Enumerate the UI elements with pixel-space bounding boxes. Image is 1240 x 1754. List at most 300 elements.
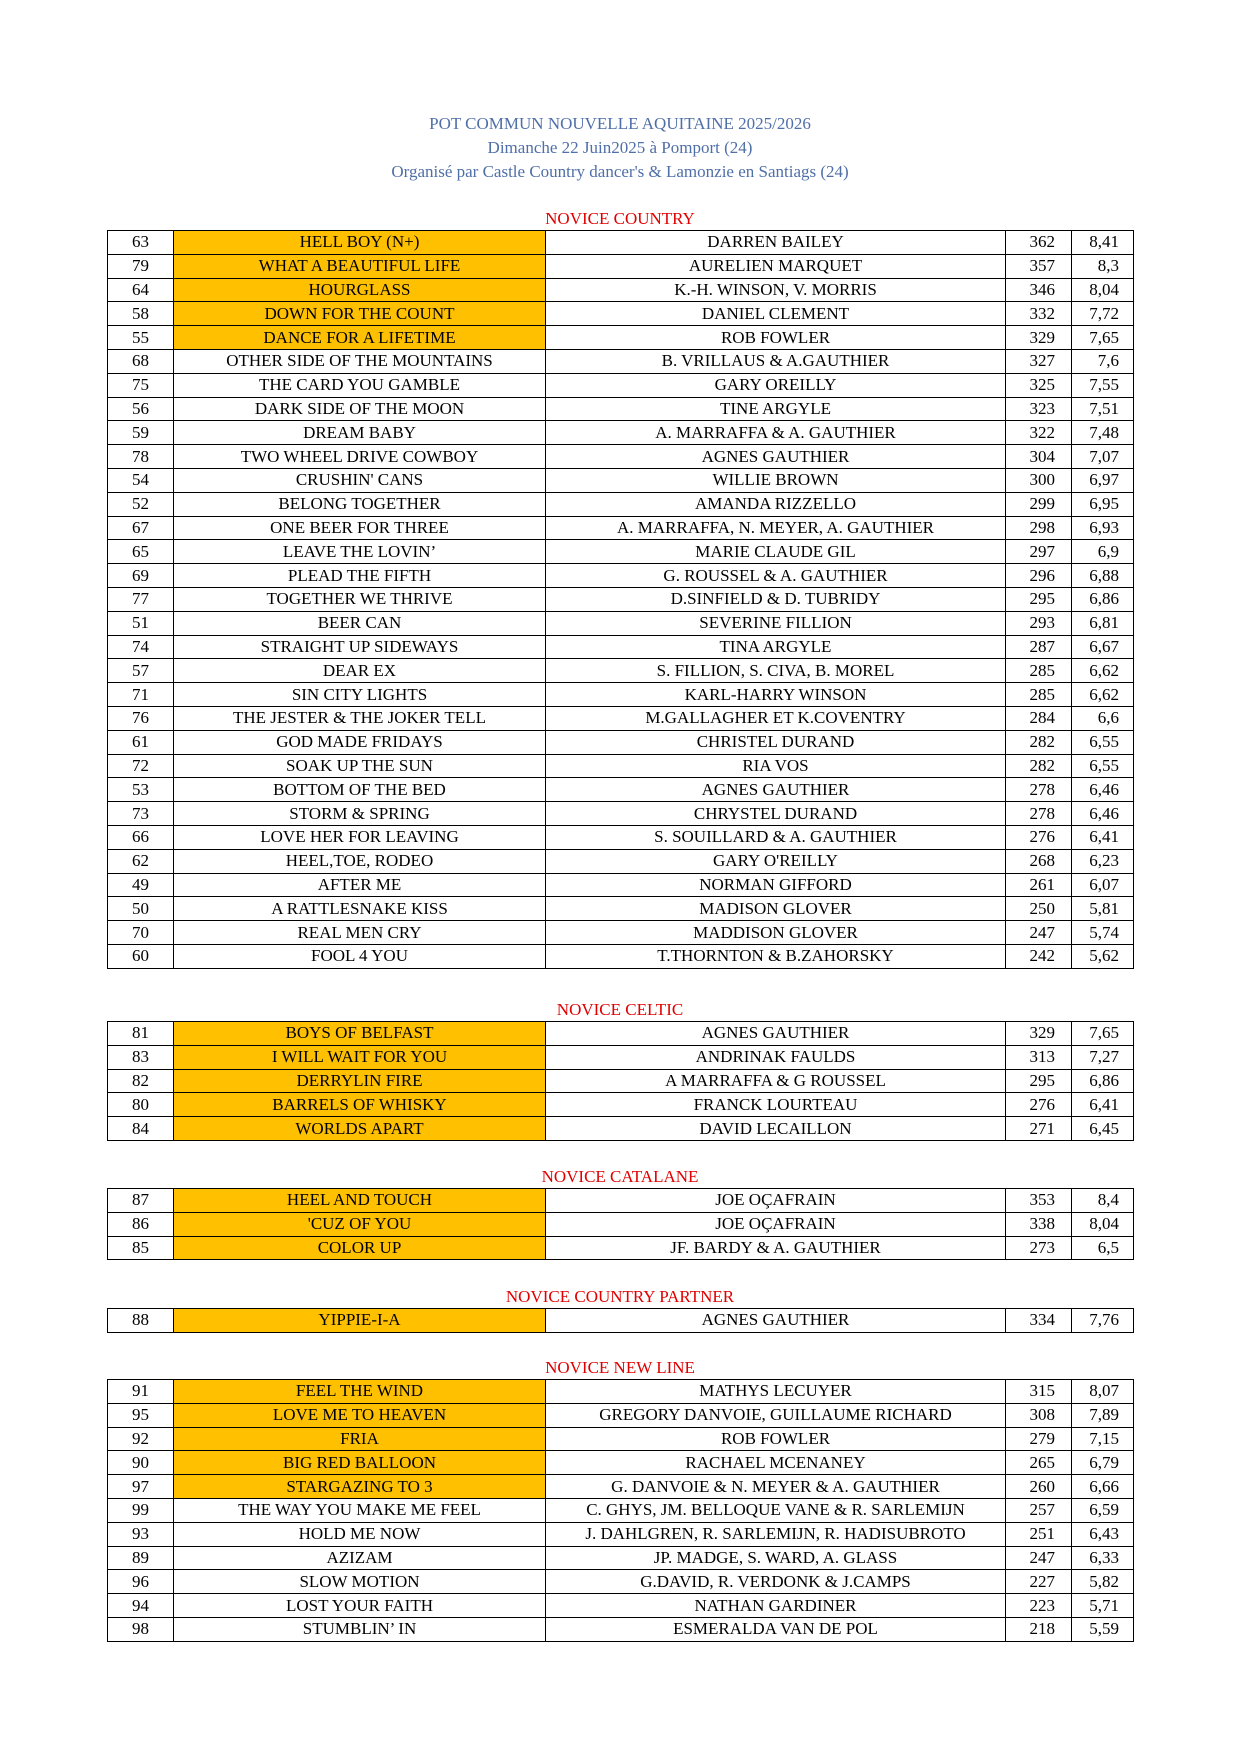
average-cell: 6,86: [1072, 587, 1134, 611]
dance-name-cell: HOLD ME NOW: [174, 1522, 546, 1546]
dance-name-cell: REAL MEN CRY: [174, 921, 546, 945]
choreographer-cell: MADDISON GLOVER: [546, 921, 1006, 945]
table-row: [108, 564, 1134, 588]
average-cell: 6,86: [1072, 1069, 1134, 1093]
dance-table: [107, 230, 1134, 969]
table-row: [108, 1045, 1134, 1069]
average-cell: 6,46: [1072, 778, 1134, 802]
choreographer-cell: AURELIEN MARQUET: [546, 254, 1006, 278]
dance-table: [107, 1379, 1134, 1642]
header-title: POT COMMUN NOUVELLE AQUITAINE 2025/2026: [429, 114, 811, 133]
choreographer-cell: T.THORNTON & B.ZAHORSKY: [546, 944, 1006, 968]
average-cell: 5,71: [1072, 1594, 1134, 1618]
dance-number-cell: 51: [108, 611, 174, 635]
score-cell: 260: [1006, 1475, 1072, 1499]
average-cell: 7,15: [1072, 1427, 1134, 1451]
table-row: [108, 373, 1134, 397]
choreographer-cell: JF. BARDY & A. GAUTHIER: [546, 1236, 1006, 1260]
average-cell: 6,5: [1072, 1236, 1134, 1260]
table-row: [108, 326, 1134, 350]
dance-number-cell: 57: [108, 659, 174, 683]
table-row: [108, 635, 1134, 659]
table-row: [108, 1022, 1134, 1046]
average-cell: 7,65: [1072, 1022, 1134, 1046]
choreographer-cell: KARL-HARRY WINSON: [546, 683, 1006, 707]
dance-number-cell: 75: [108, 373, 174, 397]
dance-name-cell: AZIZAM: [174, 1546, 546, 1570]
average-cell: 6,07: [1072, 873, 1134, 897]
average-cell: 7,89: [1072, 1403, 1134, 1427]
table-row: [108, 540, 1134, 564]
dance-number-cell: 85: [108, 1236, 174, 1260]
dance-name-cell: BARRELS OF WHISKY: [174, 1093, 546, 1117]
score-cell: 265: [1006, 1451, 1072, 1475]
choreographer-cell: GARY OREILLY: [546, 373, 1006, 397]
dance-number-cell: 63: [108, 231, 174, 255]
choreographer-cell: CHRYSTEL DURAND: [546, 802, 1006, 826]
average-cell: 7,51: [1072, 397, 1134, 421]
choreographer-cell: NATHAN GARDINER: [546, 1594, 1006, 1618]
table-row: [108, 468, 1134, 492]
score-cell: 315: [1006, 1380, 1072, 1404]
choreographer-cell: A. MARRAFFA & A. GAUTHIER: [546, 421, 1006, 445]
table-row: [108, 1117, 1134, 1141]
dance-name-cell: PLEAD THE FIFTH: [174, 564, 546, 588]
score-cell: 327: [1006, 349, 1072, 373]
average-cell: 6,23: [1072, 849, 1134, 873]
table-row: [108, 1427, 1134, 1451]
score-cell: 357: [1006, 254, 1072, 278]
dance-name-cell: FEEL THE WIND: [174, 1380, 546, 1404]
average-cell: 7,27: [1072, 1045, 1134, 1069]
dance-number-cell: 99: [108, 1498, 174, 1522]
dance-name-cell: STORM & SPRING: [174, 802, 546, 826]
score-cell: 295: [1006, 1069, 1072, 1093]
dance-name-cell: THE CARD YOU GAMBLE: [174, 373, 546, 397]
choreographer-cell: CHRISTEL DURAND: [546, 730, 1006, 754]
table-row: [108, 1498, 1134, 1522]
dance-name-cell: STRAIGHT UP SIDEWAYS: [174, 635, 546, 659]
score-cell: 323: [1006, 397, 1072, 421]
dance-number-cell: 91: [108, 1380, 174, 1404]
score-cell: 299: [1006, 492, 1072, 516]
choreographer-cell: AGNES GAUTHIER: [546, 1309, 1006, 1333]
choreographer-cell: AGNES GAUTHIER: [546, 445, 1006, 469]
choreographer-cell: S. SOUILLARD & A. GAUTHIER: [546, 825, 1006, 849]
dance-name-cell: LEAVE THE LOVIN’: [174, 540, 546, 564]
average-cell: 6,43: [1072, 1522, 1134, 1546]
dance-table: [107, 1308, 1134, 1333]
average-cell: 6,41: [1072, 1093, 1134, 1117]
dance-name-cell: DOWN FOR THE COUNT: [174, 302, 546, 326]
table-row: [108, 873, 1134, 897]
dance-number-cell: 64: [108, 278, 174, 302]
table-row: [108, 1617, 1134, 1641]
table-row: [108, 611, 1134, 635]
average-cell: 6,33: [1072, 1546, 1134, 1570]
score-cell: 251: [1006, 1522, 1072, 1546]
average-cell: 6,45: [1072, 1117, 1134, 1141]
average-cell: 7,48: [1072, 421, 1134, 445]
score-cell: 329: [1006, 1022, 1072, 1046]
table-row: [108, 1522, 1134, 1546]
score-cell: 242: [1006, 944, 1072, 968]
dance-number-cell: 94: [108, 1594, 174, 1618]
average-cell: 6,62: [1072, 659, 1134, 683]
dance-number-cell: 53: [108, 778, 174, 802]
dance-number-cell: 72: [108, 754, 174, 778]
average-cell: 7,72: [1072, 302, 1134, 326]
dance-name-cell: OTHER SIDE OF THE MOUNTAINS: [174, 349, 546, 373]
choreographer-cell: M.GALLAGHER ET K.COVENTRY: [546, 706, 1006, 730]
score-cell: 308: [1006, 1403, 1072, 1427]
average-cell: 6,97: [1072, 468, 1134, 492]
dance-name-cell: 'CUZ OF YOU: [174, 1212, 546, 1236]
dance-name-cell: BEER CAN: [174, 611, 546, 635]
average-cell: 6,95: [1072, 492, 1134, 516]
choreographer-cell: SEVERINE FILLION: [546, 611, 1006, 635]
table-row: [108, 254, 1134, 278]
section-novice-catalane: [107, 1166, 1133, 1260]
dance-name-cell: LOVE HER FOR LEAVING: [174, 825, 546, 849]
dance-name-cell: COLOR UP: [174, 1236, 546, 1260]
score-cell: 334: [1006, 1309, 1072, 1333]
table-row: [108, 349, 1134, 373]
table-row: [108, 1594, 1134, 1618]
score-cell: 284: [1006, 706, 1072, 730]
score-cell: 285: [1006, 659, 1072, 683]
dance-name-cell: BOYS OF BELFAST: [174, 1022, 546, 1046]
score-cell: 300: [1006, 468, 1072, 492]
dance-number-cell: 86: [108, 1212, 174, 1236]
dance-name-cell: DARK SIDE OF THE MOON: [174, 397, 546, 421]
average-cell: 8,04: [1072, 1212, 1134, 1236]
dance-name-cell: LOVE ME TO HEAVEN: [174, 1403, 546, 1427]
average-cell: 6,79: [1072, 1451, 1134, 1475]
table-row: [108, 802, 1134, 826]
average-cell: 5,82: [1072, 1570, 1134, 1594]
table-row: [108, 944, 1134, 968]
dance-name-cell: HOURGLASS: [174, 278, 546, 302]
average-cell: 7,07: [1072, 445, 1134, 469]
average-cell: 5,81: [1072, 897, 1134, 921]
choreographer-cell: ROB FOWLER: [546, 326, 1006, 350]
dance-number-cell: 89: [108, 1546, 174, 1570]
score-cell: 257: [1006, 1498, 1072, 1522]
dance-number-cell: 97: [108, 1475, 174, 1499]
score-cell: 247: [1006, 1546, 1072, 1570]
dance-number-cell: 83: [108, 1045, 174, 1069]
score-cell: 223: [1006, 1594, 1072, 1618]
table-row: [108, 278, 1134, 302]
dance-name-cell: FRIA: [174, 1427, 546, 1451]
dance-number-cell: 52: [108, 492, 174, 516]
choreographer-cell: S. FILLION, S. CIVA, B. MOREL: [546, 659, 1006, 683]
dance-name-cell: I WILL WAIT FOR YOU: [174, 1045, 546, 1069]
dance-number-cell: 78: [108, 445, 174, 469]
dance-name-cell: AFTER ME: [174, 873, 546, 897]
average-cell: 6,41: [1072, 825, 1134, 849]
dance-number-cell: 50: [108, 897, 174, 921]
choreographer-cell: B. VRILLAUS & A.GAUTHIER: [546, 349, 1006, 373]
table-row: [108, 397, 1134, 421]
table-row: [108, 897, 1134, 921]
average-cell: 6,66: [1072, 1475, 1134, 1499]
table-row: [108, 1380, 1134, 1404]
dance-number-cell: 58: [108, 302, 174, 326]
dance-number-cell: 82: [108, 1069, 174, 1093]
average-cell: 5,62: [1072, 944, 1134, 968]
score-cell: 298: [1006, 516, 1072, 540]
dance-number-cell: 59: [108, 421, 174, 445]
table-row: [108, 1212, 1134, 1236]
choreographer-cell: ROB FOWLER: [546, 1427, 1006, 1451]
average-cell: 8,3: [1072, 254, 1134, 278]
section-title: NOVICE COUNTRY PARTNER: [505, 1287, 735, 1306]
table-row: [108, 778, 1134, 802]
score-cell: 329: [1006, 326, 1072, 350]
choreographer-cell: D.SINFIELD & D. TUBRIDY: [546, 587, 1006, 611]
dance-number-cell: 69: [108, 564, 174, 588]
table-row: [108, 445, 1134, 469]
dance-name-cell: DREAM BABY: [174, 421, 546, 445]
average-cell: 5,74: [1072, 921, 1134, 945]
table-row: [108, 825, 1134, 849]
dance-number-cell: 70: [108, 921, 174, 945]
choreographer-cell: G. ROUSSEL & A. GAUTHIER: [546, 564, 1006, 588]
dance-name-cell: SLOW MOTION: [174, 1570, 546, 1594]
choreographer-cell: ANDRINAK FAULDS: [546, 1045, 1006, 1069]
score-cell: 346: [1006, 278, 1072, 302]
dance-name-cell: WHAT A BEAUTIFUL LIFE: [174, 254, 546, 278]
choreographer-cell: TINE ARGYLE: [546, 397, 1006, 421]
section-title: NOVICE COUNTRY: [545, 209, 695, 228]
dance-name-cell: THE JESTER & THE JOKER TELL: [174, 706, 546, 730]
choreographer-cell: AGNES GAUTHIER: [546, 778, 1006, 802]
table-row: [108, 516, 1134, 540]
table-row: [108, 1546, 1134, 1570]
dance-name-cell: HEEL AND TOUCH: [174, 1189, 546, 1213]
section-novice-country: [107, 208, 1133, 969]
score-cell: 295: [1006, 587, 1072, 611]
score-cell: 362: [1006, 231, 1072, 255]
score-cell: 278: [1006, 802, 1072, 826]
average-cell: 7,55: [1072, 373, 1134, 397]
score-cell: 338: [1006, 1212, 1072, 1236]
dance-number-cell: 95: [108, 1403, 174, 1427]
dance-name-cell: TOGETHER WE THRIVE: [174, 587, 546, 611]
dance-name-cell: CRUSHIN' CANS: [174, 468, 546, 492]
dance-number-cell: 90: [108, 1451, 174, 1475]
choreographer-cell: NORMAN GIFFORD: [546, 873, 1006, 897]
dance-name-cell: GOD MADE FRIDAYS: [174, 730, 546, 754]
dance-name-cell: THE WAY YOU MAKE ME FEEL: [174, 1498, 546, 1522]
table-row: [108, 421, 1134, 445]
dance-number-cell: 92: [108, 1427, 174, 1451]
score-cell: 282: [1006, 754, 1072, 778]
average-cell: 6,55: [1072, 730, 1134, 754]
average-cell: 8,41: [1072, 231, 1134, 255]
score-cell: 261: [1006, 873, 1072, 897]
score-cell: 304: [1006, 445, 1072, 469]
choreographer-cell: DANIEL CLEMENT: [546, 302, 1006, 326]
dance-number-cell: 61: [108, 730, 174, 754]
dance-number-cell: 88: [108, 1309, 174, 1333]
dance-number-cell: 54: [108, 468, 174, 492]
choreographer-cell: TINA ARGYLE: [546, 635, 1006, 659]
dance-number-cell: 76: [108, 706, 174, 730]
choreographer-cell: MADISON GLOVER: [546, 897, 1006, 921]
table-row: [108, 754, 1134, 778]
score-cell: 313: [1006, 1045, 1072, 1069]
dance-number-cell: 62: [108, 849, 174, 873]
choreographer-cell: J. DAHLGREN, R. SARLEMIJN, R. HADISUBROTO: [546, 1522, 1006, 1546]
dance-number-cell: 60: [108, 944, 174, 968]
table-row: [108, 730, 1134, 754]
score-cell: 218: [1006, 1617, 1072, 1641]
score-cell: 276: [1006, 1093, 1072, 1117]
score-cell: 276: [1006, 825, 1072, 849]
section-title: NOVICE NEW LINE: [545, 1358, 695, 1377]
dance-name-cell: A RATTLESNAKE KISS: [174, 897, 546, 921]
table-row: [108, 1451, 1134, 1475]
dance-name-cell: SOAK UP THE SUN: [174, 754, 546, 778]
average-cell: 7,65: [1072, 326, 1134, 350]
dance-number-cell: 93: [108, 1522, 174, 1546]
dance-name-cell: YIPPIE-I-A: [174, 1309, 546, 1333]
average-cell: 6,81: [1072, 611, 1134, 635]
score-cell: 282: [1006, 730, 1072, 754]
average-cell: 6,6: [1072, 706, 1134, 730]
dance-name-cell: DERRYLIN FIRE: [174, 1069, 546, 1093]
score-cell: 247: [1006, 921, 1072, 945]
dance-name-cell: SIN CITY LIGHTS: [174, 683, 546, 707]
score-cell: 332: [1006, 302, 1072, 326]
dance-number-cell: 49: [108, 873, 174, 897]
choreographer-cell: MATHYS LECUYER: [546, 1380, 1006, 1404]
score-cell: 271: [1006, 1117, 1072, 1141]
dance-number-cell: 56: [108, 397, 174, 421]
average-cell: 5,59: [1072, 1617, 1134, 1641]
dance-number-cell: 68: [108, 349, 174, 373]
average-cell: 6,67: [1072, 635, 1134, 659]
average-cell: 6,62: [1072, 683, 1134, 707]
choreographer-cell: FRANCK LOURTEAU: [546, 1093, 1006, 1117]
table-row: [108, 231, 1134, 255]
choreographer-cell: RACHAEL MCENANEY: [546, 1451, 1006, 1475]
dance-name-cell: STARGAZING TO 3: [174, 1475, 546, 1499]
table-row: [108, 1475, 1134, 1499]
dance-number-cell: 67: [108, 516, 174, 540]
average-cell: 6,55: [1072, 754, 1134, 778]
choreographer-cell: G.DAVID, R. VERDONK & J.CAMPS: [546, 1570, 1006, 1594]
dance-number-cell: 74: [108, 635, 174, 659]
average-cell: 8,4: [1072, 1189, 1134, 1213]
choreographer-cell: GREGORY DANVOIE, GUILLAUME RICHARD: [546, 1403, 1006, 1427]
choreographer-cell: MARIE CLAUDE GIL: [546, 540, 1006, 564]
dance-number-cell: 79: [108, 254, 174, 278]
section-novice-celtic: [107, 999, 1133, 1141]
score-cell: 227: [1006, 1570, 1072, 1594]
dance-name-cell: TWO WHEEL DRIVE COWBOY: [174, 445, 546, 469]
table-row: [108, 849, 1134, 873]
dance-number-cell: 71: [108, 683, 174, 707]
average-cell: 6,9: [1072, 540, 1134, 564]
choreographer-cell: A. MARRAFFA, N. MEYER, A. GAUTHIER: [546, 516, 1006, 540]
score-cell: 353: [1006, 1189, 1072, 1213]
dance-name-cell: BOTTOM OF THE BED: [174, 778, 546, 802]
table-row: [108, 587, 1134, 611]
dance-name-cell: STUMBLIN’ IN: [174, 1617, 546, 1641]
table-row: [108, 1093, 1134, 1117]
dance-name-cell: HELL BOY (N+): [174, 231, 546, 255]
choreographer-cell: GARY O'REILLY: [546, 849, 1006, 873]
section-novice-country-partner: [107, 1286, 1133, 1333]
score-cell: 322: [1006, 421, 1072, 445]
dance-number-cell: 66: [108, 825, 174, 849]
choreographer-cell: JOE OÇAFRAIN: [546, 1212, 1006, 1236]
dance-table: [107, 1188, 1134, 1260]
dance-number-cell: 87: [108, 1189, 174, 1213]
average-cell: 8,04: [1072, 278, 1134, 302]
table-row: [108, 1403, 1134, 1427]
choreographer-cell: C. GHYS, JM. BELLOQUE VANE & R. SARLEMIJN: [546, 1498, 1006, 1522]
score-cell: 293: [1006, 611, 1072, 635]
score-cell: 273: [1006, 1236, 1072, 1260]
dance-number-cell: 84: [108, 1117, 174, 1141]
table-row: [108, 1236, 1134, 1260]
choreographer-cell: K.-H. WINSON, V. MORRIS: [546, 278, 1006, 302]
table-row: [108, 492, 1134, 516]
dance-table: [107, 1021, 1134, 1141]
score-cell: 285: [1006, 683, 1072, 707]
average-cell: 6,59: [1072, 1498, 1134, 1522]
dance-number-cell: 98: [108, 1617, 174, 1641]
dance-name-cell: HEEL,TOE, RODEO: [174, 849, 546, 873]
average-cell: 6,93: [1072, 516, 1134, 540]
dance-number-cell: 55: [108, 326, 174, 350]
dance-number-cell: 96: [108, 1570, 174, 1594]
score-cell: 279: [1006, 1427, 1072, 1451]
score-cell: 287: [1006, 635, 1072, 659]
choreographer-cell: ESMERALDA VAN DE POL: [546, 1617, 1006, 1641]
dance-name-cell: BIG RED BALLOON: [174, 1451, 546, 1475]
table-row: [108, 659, 1134, 683]
average-cell: 6,46: [1072, 802, 1134, 826]
choreographer-cell: JP. MADGE, S. WARD, A. GLASS: [546, 1546, 1006, 1570]
header-organizers: Organisé par Castle Country dancer's & Lamonzie en Santiags (24): [391, 162, 849, 181]
table-row: [108, 302, 1134, 326]
average-cell: 8,07: [1072, 1380, 1134, 1404]
score-cell: 297: [1006, 540, 1072, 564]
score-cell: 278: [1006, 778, 1072, 802]
choreographer-cell: DARREN BAILEY: [546, 231, 1006, 255]
header-date-location: Dimanche 22 Juin2025 à Pomport (24): [487, 138, 753, 157]
table-row: [108, 1189, 1134, 1213]
dance-name-cell: WORLDS APART: [174, 1117, 546, 1141]
choreographer-cell: RIA VOS: [546, 754, 1006, 778]
dance-name-cell: DEAR EX: [174, 659, 546, 683]
section-novice-new-line: [107, 1357, 1133, 1642]
dance-name-cell: FOOL 4 YOU: [174, 944, 546, 968]
dance-number-cell: 77: [108, 587, 174, 611]
table-row: [108, 921, 1134, 945]
average-cell: 6,88: [1072, 564, 1134, 588]
table-row: [108, 1570, 1134, 1594]
section-title: NOVICE CATALANE: [541, 1167, 699, 1186]
choreographer-cell: AGNES GAUTHIER: [546, 1022, 1006, 1046]
choreographer-cell: DAVID LECAILLON: [546, 1117, 1006, 1141]
